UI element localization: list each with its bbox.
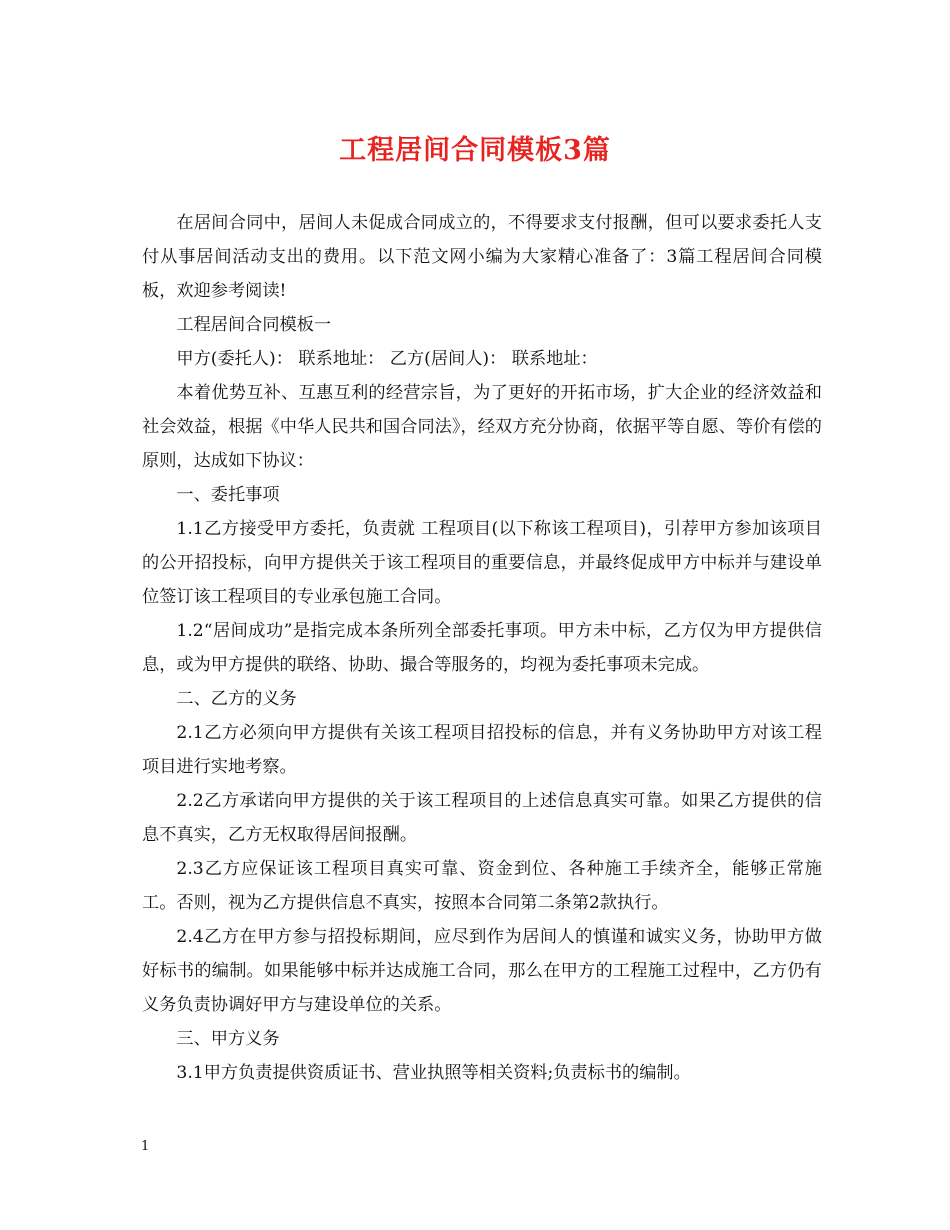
section-heading-commission: 一、委托事项 [176, 485, 280, 505]
section-heading-template-one: 工程居间合同模板一 [176, 315, 332, 335]
clause-2-4: 2.4乙方在甲方参与招投标期间，应尽到作为居间人的慎谨和诚实义务，协助甲方做好标书的编制。如果能够中标并达成施工合同，那么在甲方的工程施工过程中，乙方仍有义务负责协调好甲方与建设单位的关系。 [142, 927, 822, 1015]
section-heading-party-a-duties: 三、甲方义务 [176, 1029, 280, 1049]
paragraph-intro: 在居间合同中，居间人未促成合同成立的，不得要求支付报酬，但可以要求委托人支付从事居间活动支出的费用。以下范文网小编为大家精心准备了：3篇工程居间合同模板，欢迎参考阅读! [142, 213, 822, 301]
section-heading-party-b-duties: 二、乙方的义务 [176, 689, 297, 709]
clause-2-1: 2.1乙方必须向甲方提供有关该工程项目招投标的信息，并有义务协助甲方对该工程项目进行实地考察。 [142, 723, 822, 777]
document-body [142, 206, 822, 1090]
page-number: 1 [141, 1139, 150, 1154]
clause-2-3: 2.3乙方应保证该工程项目真实可靠、资金到位、各种施工手续齐全，能够正常施工。否则，视为乙方提供信息不真实，按照本合同第二条第2款执行。 [142, 859, 822, 913]
party-info-line: 甲方(委托人)： 联系地址： 乙方(居间人)： 联系地址： [176, 349, 598, 369]
clause-1-1: 1.1乙方接受甲方委托，负责就 工程项目(以下称该工程项目)，引荐甲方参加该项目的公开招投标，向甲方提供关于该工程项目的重要信息，并最终促成甲方中标并与建设单位签订该工程项目的专业承包施工合同。 [142, 519, 822, 607]
paragraph-preamble: 本着优势互补、互惠互利的经营宗旨，为了更好的开拓市场，扩大企业的经济效益和社会效益，根据《中华人民共和国合同法》，经双方充分协商，依据平等自愿、等价有偿的原则，达成如下协议： [142, 383, 822, 471]
clause-3-1: 3.1甲方负责提供资质证书、营业执照等相关资料;负责标书的编制。 [176, 1063, 691, 1083]
document-title: 工程居间合同模板3篇 [339, 135, 611, 166]
clause-1-2: 1.2“居间成功”是指完成本条所列全部委托事项。甲方未中标，乙方仅为甲方提供信息，或为甲方提供的联络、协助、撮合等服务的，均视为委托事项未完成。 [142, 621, 822, 675]
clause-2-2: 2.2乙方承诺向甲方提供的关于该工程项目的上述信息真实可靠。如果乙方提供的信息不真实，乙方无权取得居间报酬。 [142, 791, 822, 845]
